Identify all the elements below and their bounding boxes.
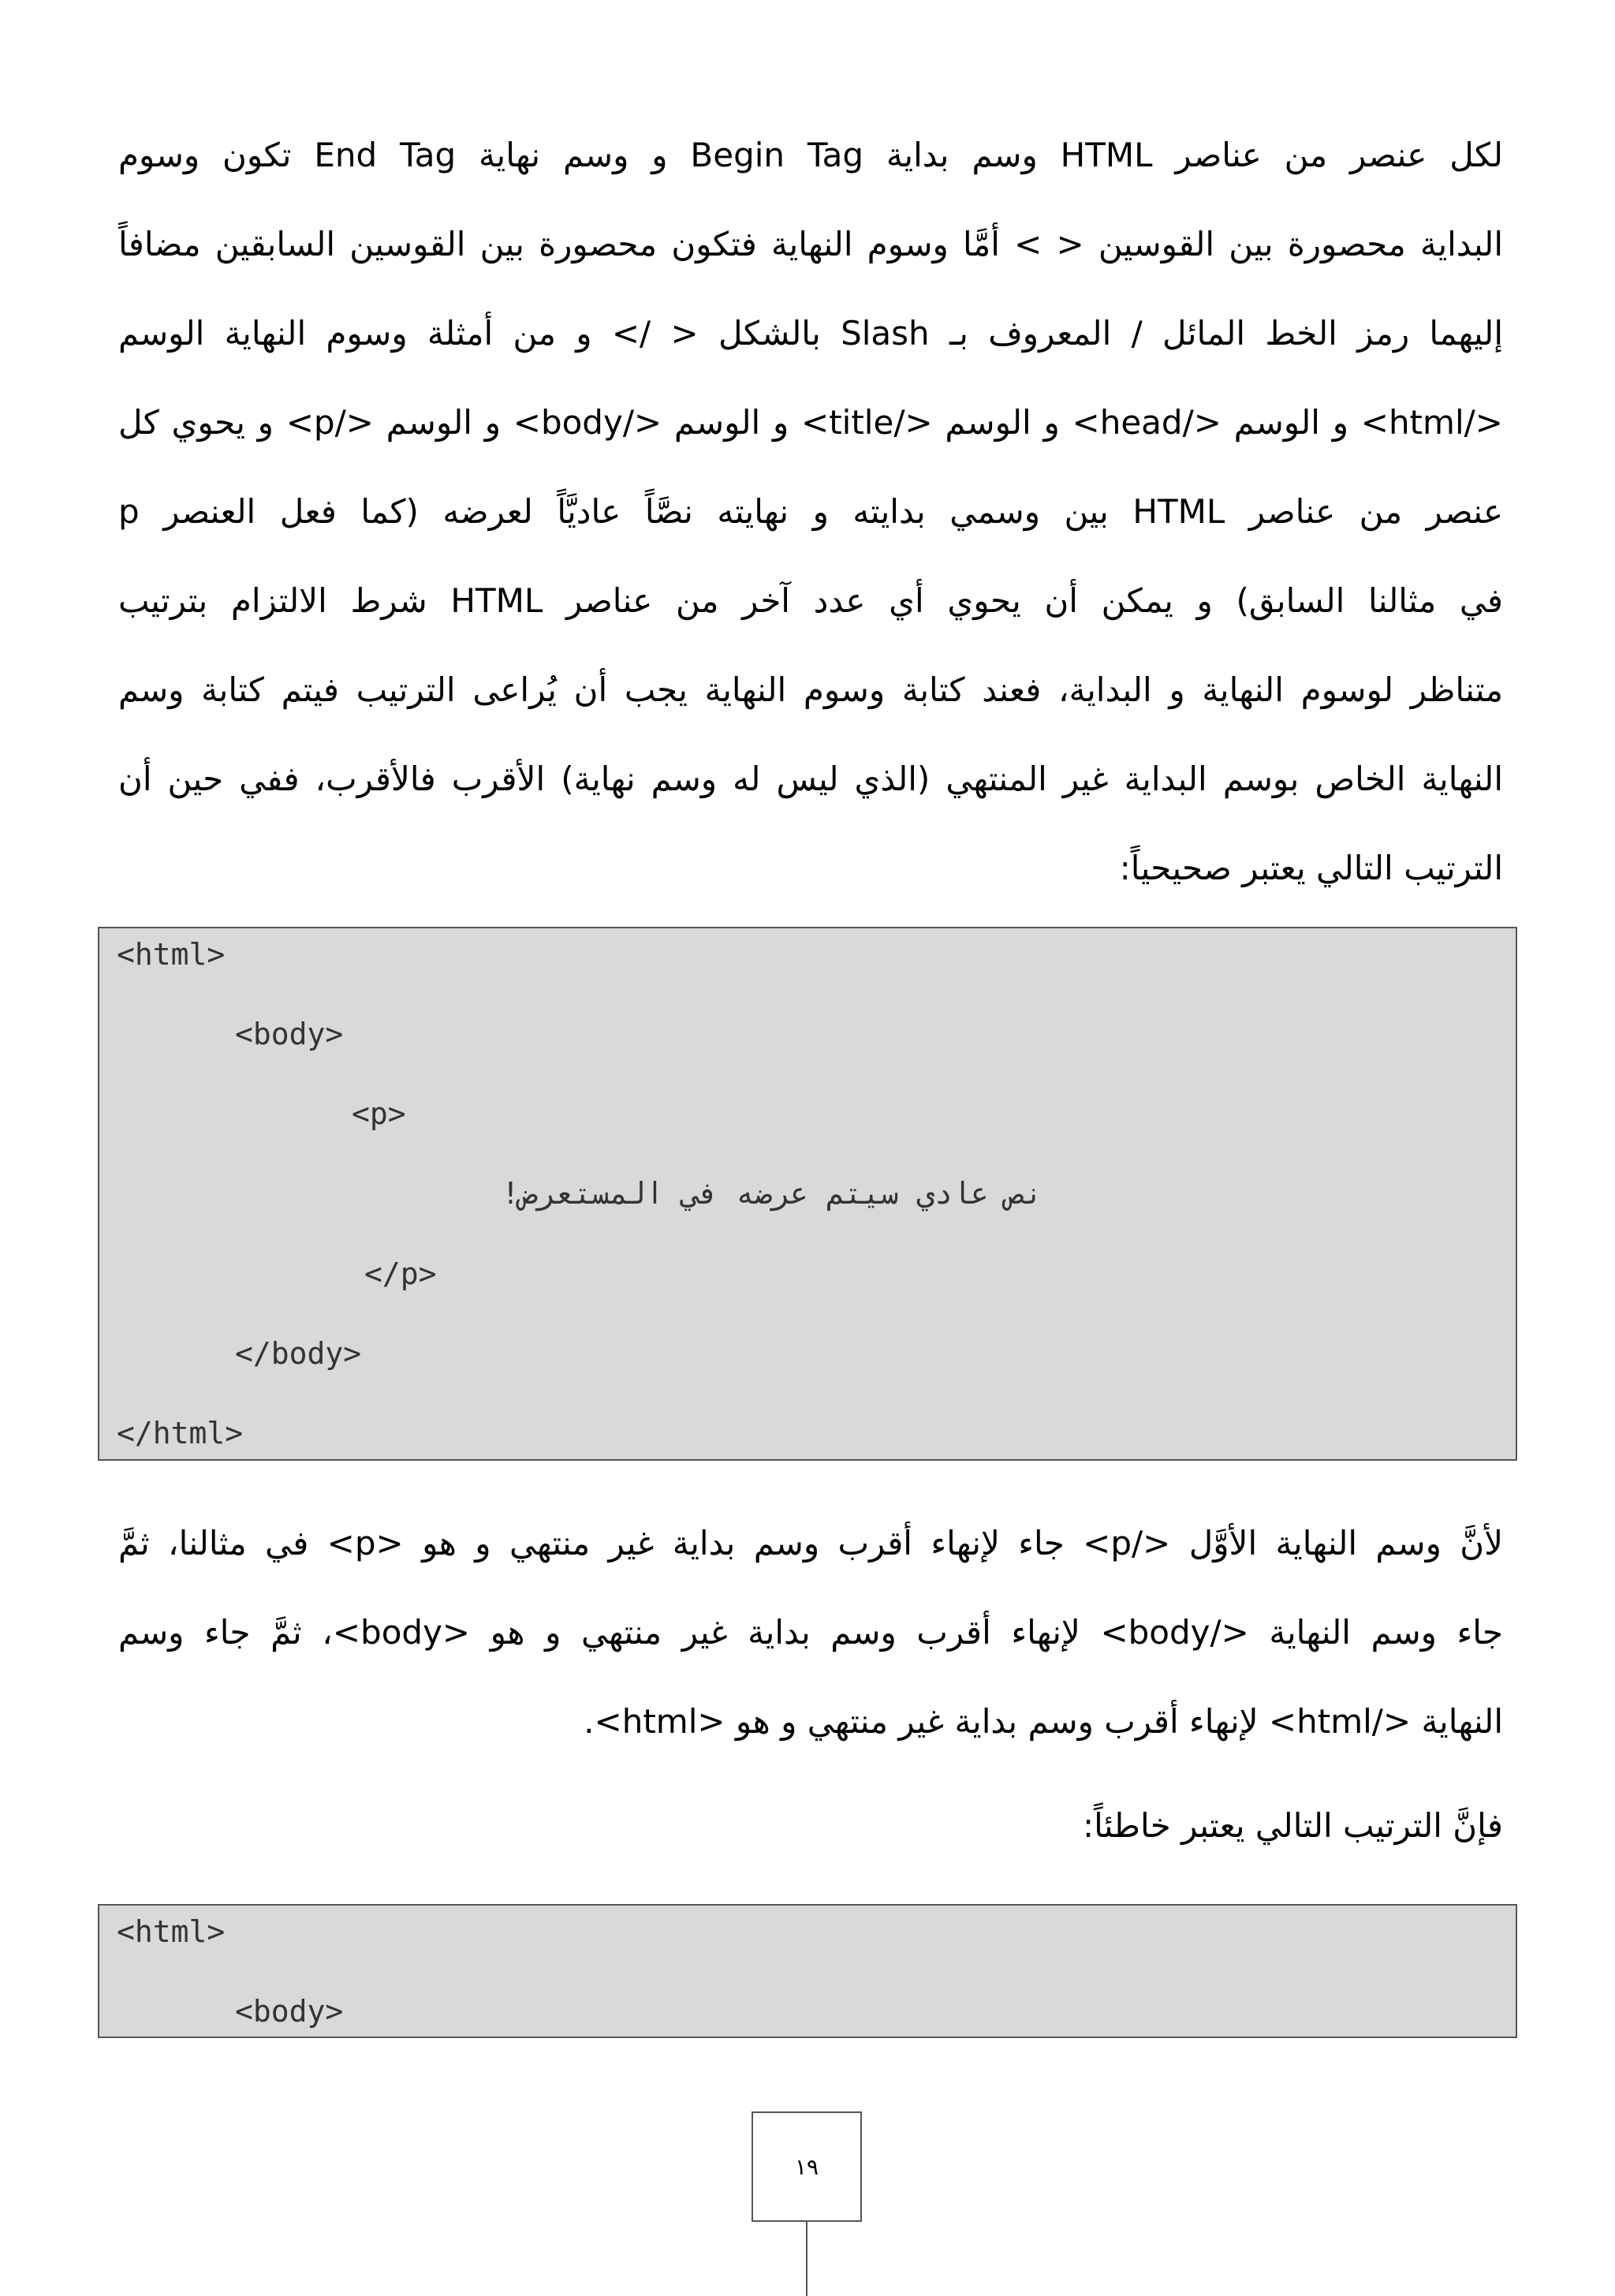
page-number-stem (806, 2222, 808, 2296)
code-line: </p> (364, 1256, 437, 1291)
text-line: في مثالنا السابق) و يمكن أن يحوي أي عدد آخر من عناصر HTML شرط الالتزام بترتيب (118, 581, 1503, 620)
page-number: ١٩ (794, 2153, 819, 2180)
text-line: إليهما رمز الخط المائل / المعروف بـ Slash بالشكل < /> و من أمثلة وسوم النهاية الوسم (118, 314, 1503, 353)
code-line: نص عادي سيتم عرضه في المستعرض! (502, 1176, 1043, 1211)
code-line: <body> (235, 1017, 344, 1051)
text-line: لكل عنصر من عناصر HTML وسم بداية Begin Tag و وسم نهاية End Tag تكون وسوم (118, 136, 1503, 174)
code-line: </body> (235, 1336, 362, 1371)
text-line: البداية محصورة بين القوسين < > أمَّا وسوم النهاية فتكون محصورة بين القوسين السابقين مضافاً (118, 225, 1503, 263)
text-line: النهاية </html> لإنهاء أقرب وسم بداية غير منتهي و هو <html>. (584, 1702, 1503, 1741)
text-line: متناظر لوسوم النهاية و البداية، فعند كتابة وسوم النهاية يجب أن يُراعى الترتيب فيتم كتابة وسم (118, 670, 1503, 709)
code-line: <p> (352, 1096, 406, 1131)
intro-paragraph (118, 110, 1503, 913)
page-number-box (752, 2111, 862, 2222)
code-example-wrong (98, 1904, 1517, 2038)
code-line: <html> (117, 937, 226, 972)
code-example-correct (98, 927, 1517, 1461)
text-line: لأنَّ وسم النهاية الأوَّل </p> جاء لإنهاء أقرب وسم بداية غير منتهي و هو <p> في مثالنا، ثمَّ (118, 1524, 1503, 1562)
text-line: </html> و الوسم </head> و الوسم </title> و الوسم </body> و الوسم </p> و يحوي كل (118, 403, 1503, 442)
text-line: النهاية الخاص بوسم البداية غير المنتهي (الذي ليس له وسم نهاية) الأقرب فالأقرب، ففي حين أن (118, 760, 1503, 798)
code-line: <body> (235, 1994, 344, 2029)
text-line: فإنَّ الترتيب التالي يعتبر خاطئاً: (1082, 1806, 1503, 1845)
text-line: جاء وسم النهاية </body> لإنهاء أقرب وسم بداية غير منتهي و هو <body>، ثمَّ جاء وسم (118, 1613, 1503, 1652)
wrong-order-intro (118, 1781, 1503, 1870)
text-line: عنصر من عناصر HTML بين وسمي بدايته و نهايته نصَّاً عاديَّاً لعرضه (كما فعل العنصر p (118, 492, 1503, 531)
code-line: <html> (117, 1914, 226, 1949)
explanation-paragraph (118, 1499, 1503, 1766)
code-line: </html> (117, 1416, 244, 1450)
text-line: الترتيب التالي يعتبر صحيحياً: (1119, 849, 1503, 887)
